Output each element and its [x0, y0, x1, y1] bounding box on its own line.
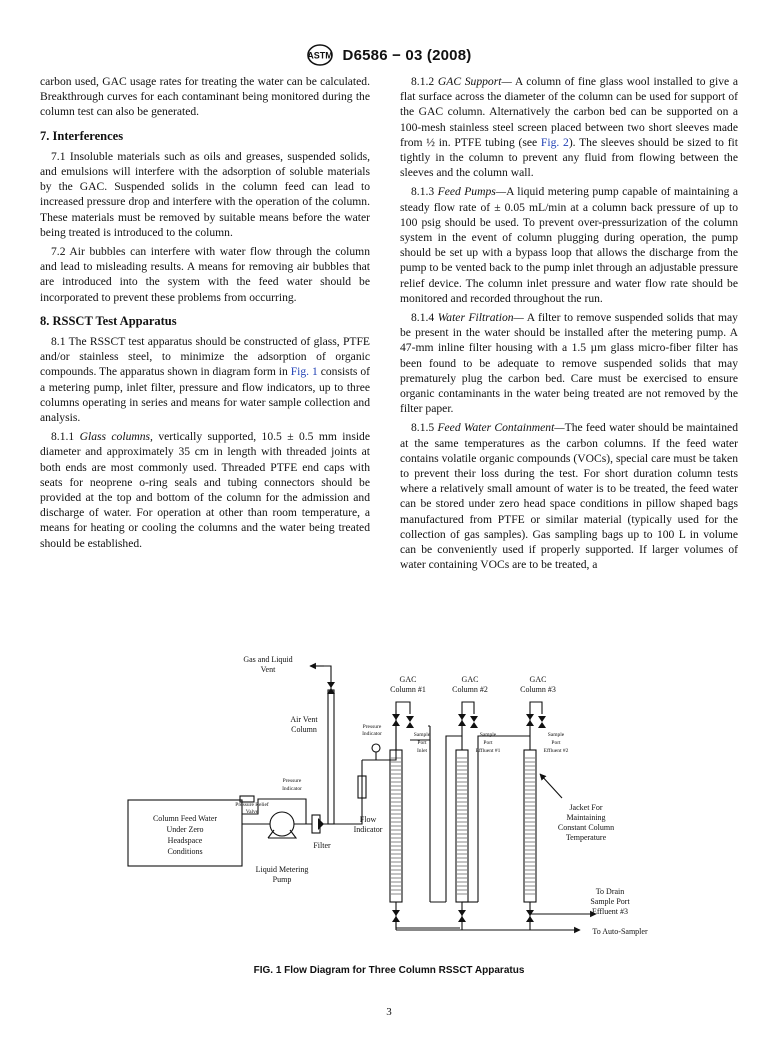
label-feed-water: Conditions [167, 847, 203, 856]
figure-caption: FIG. 1 Flow Diagram for Three Column RSSCT Apparatus [253, 965, 525, 976]
paragraph-7-2: 7.2 Air bubbles can interfere with water flow through the column and lead to misleading results. A means for removing air bubbles that are introduced into the system with the feed water should be incorporated to prevent these problems from occurring. [40, 245, 370, 304]
valve-icon [327, 682, 335, 694]
label-gac-3: Column #3 [520, 685, 556, 694]
label-jacket: Maintaining [566, 813, 606, 822]
text: 8.1.4 [411, 311, 438, 325]
flow-diagram [110, 652, 670, 970]
page-header [0, 44, 778, 66]
label-sample-port: Sample [413, 732, 431, 738]
paragraph: carbon used, GAC usage rates for treating the water can be calculated. Breakthrough curves for each contaminant being monitored during the column test can also be generated. [40, 75, 370, 119]
label-gac-1: GAC [399, 675, 417, 684]
label-gac-1: Column #1 [390, 685, 426, 694]
label-sample-port: Port [483, 740, 493, 746]
label-jacket: Temperature [565, 833, 607, 842]
left-column [40, 74, 370, 555]
text: 8.1.3 [411, 185, 438, 199]
label-drain: Sample Port [590, 897, 630, 906]
paragraph-8-1-1 [40, 429, 370, 551]
label-auto-sampler: To Auto-Sampler [592, 927, 648, 936]
paragraph-8-1-5 [400, 420, 738, 572]
label-flow-indicator: Indicator [353, 825, 383, 834]
metering-pump-icon [270, 812, 294, 836]
label-sample-port: Port [551, 740, 561, 746]
label-sample-port: Inlet [416, 748, 428, 754]
pressure-indicator-icon [372, 744, 380, 752]
page-number: 3 [386, 1006, 392, 1018]
paragraph-8-1-2 [400, 74, 738, 180]
label-relief-valve: Pressure Relief [235, 802, 269, 808]
valve-icon [470, 716, 478, 728]
label-flow-indicator: Flow [359, 815, 377, 824]
text: 8.1 The RSSCT test apparatus should be constructed of glass, PTFE and/or stainless steel, to minimize the adsorption of organic compounds. The apparatus shown in diagram form in [40, 335, 370, 379]
astm-logo-icon [307, 44, 333, 66]
section-heading-7: 7. Interferences [40, 128, 124, 143]
section-heading-8: 8. RSSCT Test Apparatus [40, 313, 177, 328]
svg-text:ASTM: ASTM [306, 50, 333, 61]
subsection-title: Feed Water Containment— [437, 421, 565, 435]
label-air-vent: Column [291, 725, 317, 734]
text: consists of a metering pump, inlet filter, pressure and flow indicators, up to three columns operating in series and means for water sample collection and analysis. [40, 365, 370, 425]
valve-icon [406, 716, 414, 728]
label-gas-vent: Vent [260, 665, 276, 674]
label-sample-port: Sample [479, 732, 497, 738]
valve-icon [458, 714, 466, 726]
text: vertically supported, 10.5 ± 0.5 mm inside diameter and approximately 35 cm in length with threaded joints at both ends are most commonly used. Threaded PTFE end caps with seats for neoprene o-ring seals and tubing connectors should be provided at the top and bottom of the column for the admission and discharge of water. For operation at other than room temperature, a means for heating or cooling the columns and the water being treated should be established. [40, 430, 371, 550]
subsection-title: Feed Pumps— [437, 185, 507, 199]
label-sample-port: Effluent #2 [543, 748, 569, 754]
valve-icon [392, 714, 400, 726]
fig-1-link[interactable]: Fig. 1 [290, 365, 318, 379]
paragraph-8-1 [40, 334, 370, 425]
text: 8.1.2 [411, 75, 438, 88]
fig-2-link[interactable]: Fig. 2 [540, 135, 569, 149]
label-pump: Liquid Metering [255, 865, 309, 874]
label-pump: Pump [272, 875, 292, 884]
air-vent-column [328, 690, 334, 824]
label-gac-3: GAC [529, 675, 547, 684]
label-feed-water: Headspace [167, 836, 203, 845]
subsection-title: Glass columns, [79, 430, 153, 444]
text: A filter to remove suspended solids that may be present in the water should be installed after the metering pump. A 47-mm inline filter housing with a 1.5 µm glass micro-fiber filter has been found to be adequate to remove suspended solids that may prematurely plug the carbon bed. Care must be exercised to ensure organic contaminants in the water being treated are not removed by the filter paper. [400, 311, 738, 416]
label-relief-valve: Valve [245, 809, 259, 815]
label-sample-port: Sample [547, 732, 565, 738]
label-sample-port: Effluent #1 [475, 748, 501, 754]
valve-icon [458, 910, 466, 922]
valve-icon [526, 714, 534, 726]
label-pressure-indicator: Indicator [362, 731, 382, 737]
right-column [400, 74, 738, 577]
label-gas-vent: Gas and Liquid [243, 655, 293, 664]
valve-icon [526, 910, 534, 922]
label-air-vent: Air Vent [290, 715, 318, 724]
label-jacket: Jacket For [569, 803, 603, 812]
label-pressure-indicator: Pressure [282, 778, 302, 784]
subsection-title: GAC Support— [437, 75, 512, 88]
paragraph-8-1-3 [400, 184, 738, 306]
text: 8.1.1 [51, 430, 80, 444]
paragraph-7-1: 7.1 Insoluble materials such as oils and greases, suspended solids, and emulsions will interfere with the adsorption of soluble materials by the GAC. Suspended solids in the column feed can lead to increased pressure drop and interfere with the operation of the column. These materials must be removed by suitable means before the water being treated is introduced to the column. [40, 149, 370, 239]
label-jacket: Constant Column [557, 823, 615, 832]
label-gac-2: Column #2 [452, 685, 488, 694]
label-pressure-indicator: Indicator [282, 786, 302, 792]
valve-icon [318, 818, 324, 830]
valve-icon [538, 716, 546, 728]
label-pressure-indicator: Pressure [362, 724, 382, 730]
label-gac-2: GAC [461, 675, 479, 684]
label-drain: Effluent #3 [591, 907, 629, 916]
text: The feed water should be maintained at the same temperatures as the carbon columns. If the feed water contains volatile organic compounds (VOCs), special care must be taken to prevent their loss during the test. For short duration column tests where a relatively small amount of water is to be treated, the feed water can be stored under zero head space conditions in pillow shaped bags manufactured from PTFE or similar material (typically used for the collection of gas samples). Gas sampling bags up to 100 L in volume can be conveniently used if properly supported. If larger volumes of water containing VOCs are to be treated, a [400, 421, 738, 572]
label-filter: Filter [313, 841, 331, 850]
subsection-title: Water Filtration— [437, 311, 524, 325]
label-feed-water: Under Zero [166, 825, 204, 834]
label-drain: To Drain [595, 887, 625, 896]
designation: D6586 − 03 (2008) [342, 46, 472, 64]
label-feed-water: Column Feed Water [152, 814, 218, 823]
paragraph-8-1-4 [400, 310, 738, 416]
text: A liquid metering pump capable of maintaining a steady flow rate of ± 0.05 mL/min at a column back pressure of up to 100 psig should be used. To prevent over-pressurization of the column system in the event of column plugging during operation, the pump should be set up with a bypass loop that allows the discharge from the pump to be vented back to the pump inlet through an adjustable pressure relief device. The column inlet pressure and water flow rate should be monitored and recorded throughout the run. [400, 185, 738, 305]
text: 8.1.5 [411, 421, 438, 435]
text: A column of fine glass wool installed to give a flat surface across the diameter of the column can be used for support of the GAC column. Alternatively the carbon bed can be supported on a 100-mesh stainless steel screen placed between two short sleeves made from ½ in. PTFE tubing (see [400, 75, 738, 149]
valve-icon [392, 910, 400, 922]
text: ). The sleeves should be sized to fit tightly in the column to prevent any fluid from flowing between the sleeves and the column wall. [400, 135, 738, 180]
label-sample-port: Port [417, 740, 427, 746]
